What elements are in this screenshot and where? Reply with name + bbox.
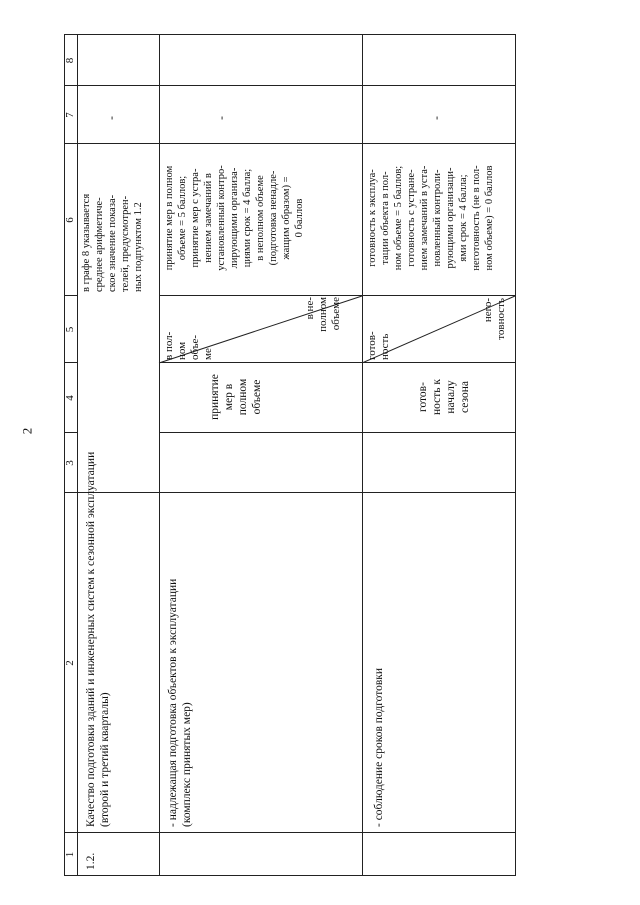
- row1-col6: принятие мер в полном объеме = 5 баллов; принятие мер с устра- нением замечаний в установленный контро- лирующими организа- циями срок = 4 балла; в неполном объеме (подготовка ненадле- жащим образом) = 0 баллов: [164, 165, 305, 271]
- row2-label: - соблюдение сроков подготовки: [373, 667, 385, 827]
- row2-col5-bottom: него- товность: [482, 298, 507, 340]
- row2-col7: -: [429, 116, 443, 120]
- header-col-7: 7: [64, 112, 76, 118]
- row1-col4: принятие мер в полном объеме: [209, 374, 263, 420]
- header-col-5: 5: [64, 326, 76, 333]
- row1-col5-bottom: в не- полном объеме: [304, 297, 342, 332]
- rotated-table: [64, 35, 516, 876]
- row-line-header: [77, 35, 78, 876]
- section-col6: в графе 8 указывается среднее арифметиче- ское значение показа- телей, предусмотрен- ных подпунктом 1.2: [81, 193, 144, 292]
- row1-col7: -: [214, 116, 228, 120]
- col-line-2b: [159, 492, 516, 493]
- row1-label: - надлежащая подготовка объектов к эксплуатации (комплекс принятых мер): [167, 578, 193, 827]
- header-col-3: 3: [64, 460, 76, 466]
- col-line-1: [64, 832, 516, 833]
- header-col-8: 8: [64, 57, 76, 64]
- header-col-2: 2: [64, 660, 76, 666]
- row-line-section: [159, 35, 160, 876]
- section-number: 1.2.: [85, 852, 97, 870]
- header-col-6: 6: [64, 217, 76, 223]
- row-line-bottom: [515, 35, 516, 876]
- page-number: 2: [19, 427, 35, 435]
- row-line-row1: [362, 35, 363, 876]
- col-line-8: [64, 34, 516, 35]
- section-col7: -: [104, 116, 118, 120]
- row2-col6: готовность к эксплуа- тации объекта в пол- ном объеме = 5 баллов; готовность с устране- нием замечаний в уста- новленный контроли- рующими организаци- ями срок = 4 балла; неготовность (не в пол- ном объеме) = 0 баллов: [367, 165, 495, 271]
- col-line-3b: [159, 432, 516, 433]
- header-col-1: 1: [64, 851, 76, 858]
- col-line-7: [64, 85, 516, 86]
- header-col-4: 4: [64, 395, 76, 401]
- row1-col5-top: в пол- ном объе- ме: [163, 331, 214, 360]
- section-title: Качество подготовки зданий и инженерных систем к сезонной эксплуатации (второй и третий кварталы): [85, 451, 111, 827]
- row2-col5-top: готов- ность: [366, 331, 391, 360]
- col-line-0: [64, 875, 516, 876]
- row2-col4: готов- ность к началу сезона: [417, 378, 471, 416]
